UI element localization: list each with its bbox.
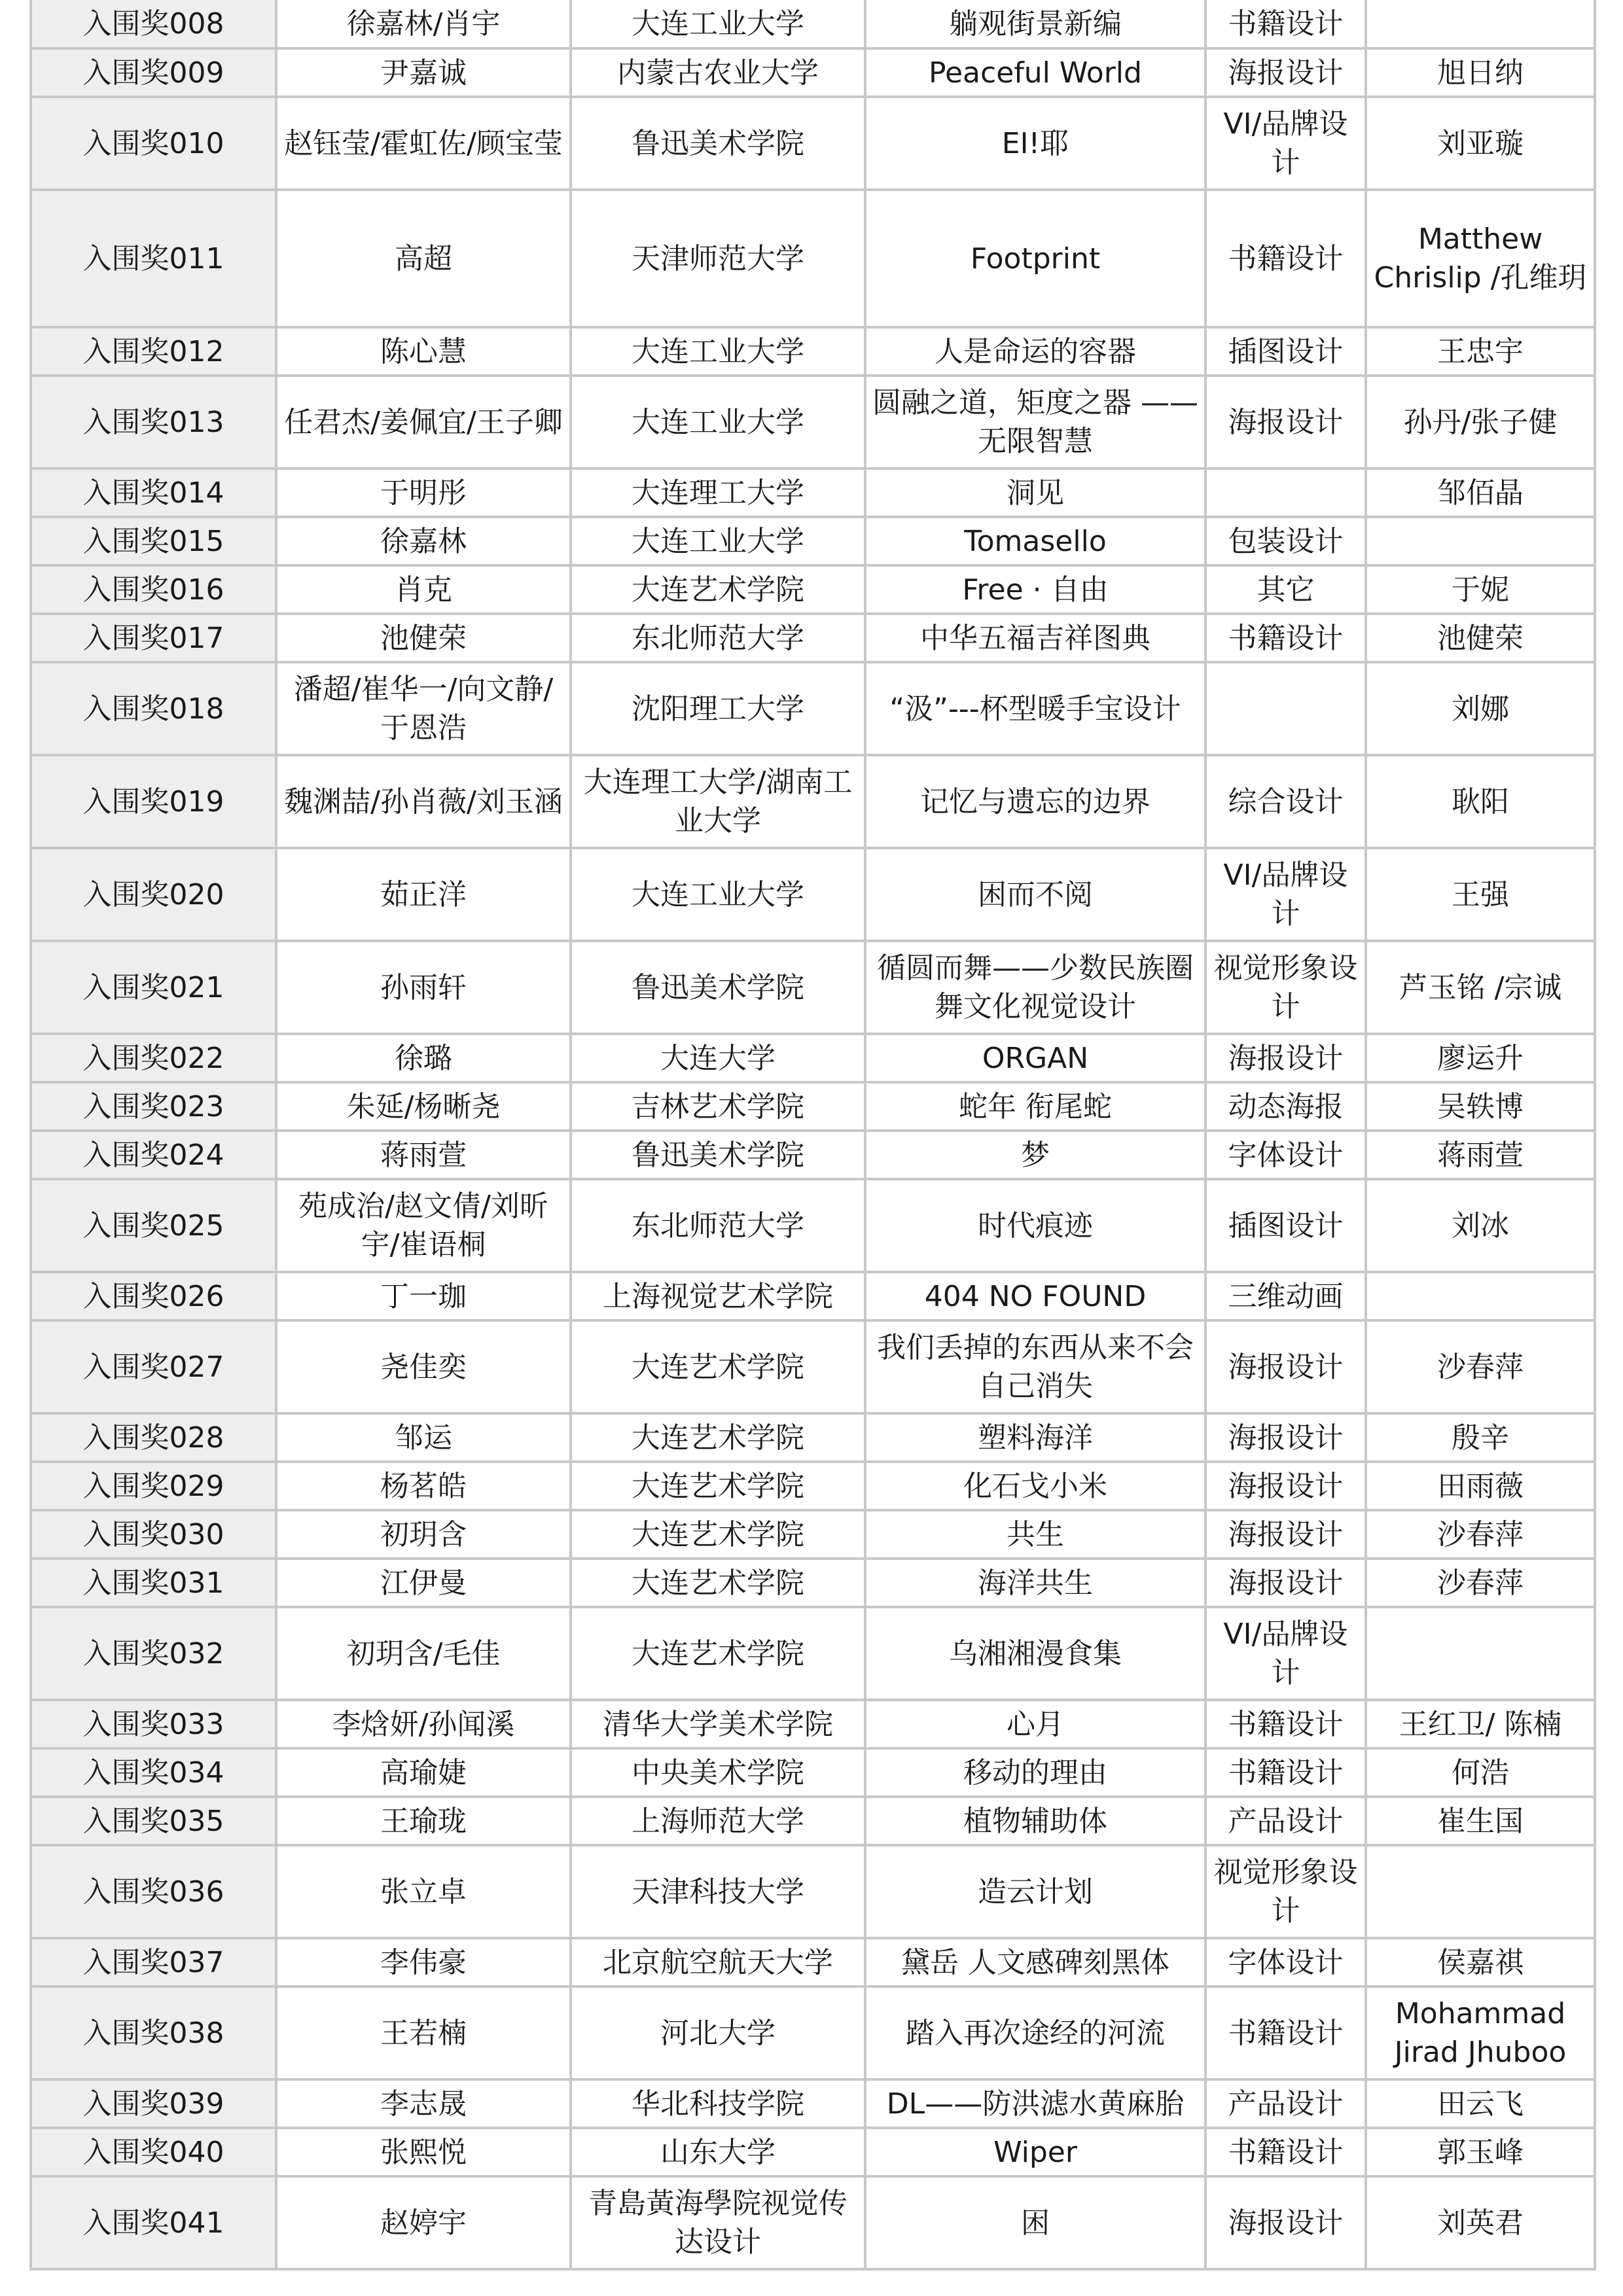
title-cell: 躺观街景新编: [865, 0, 1205, 48]
school-cell: 大连工业大学: [571, 327, 865, 376]
advisor-cell: 王红卫/ 陈楠: [1366, 1700, 1595, 1748]
school-cell: 鲁迅美术学院: [571, 1131, 865, 1179]
advisor-cell: 刘英君: [1366, 2176, 1595, 2269]
title-cell: 塑料海洋: [865, 1413, 1205, 1462]
award-id-cell: 入围奖029: [31, 1462, 276, 1510]
author-cell: 肖克: [276, 565, 571, 614]
author-cell: 于明彤: [276, 468, 571, 517]
table-row: [31, 1938, 1595, 1987]
category-cell: 海报设计: [1205, 1034, 1366, 1082]
category-cell: 海报设计: [1205, 1320, 1366, 1413]
award-id-cell: 入围奖024: [31, 1131, 276, 1179]
award-id-cell: 入围奖031: [31, 1559, 276, 1607]
title-cell: 记忆与遗忘的边界: [865, 755, 1205, 848]
title-cell: Footprint: [865, 190, 1205, 327]
advisor-cell: 沙春萍: [1366, 1320, 1595, 1413]
category-cell: [1205, 468, 1366, 517]
table-row: [31, 48, 1595, 97]
award-id-cell: 入围奖041: [31, 2176, 276, 2269]
table-row: [31, 1797, 1595, 1845]
table-row: [31, 0, 1595, 48]
category-cell: 视觉形象设计: [1205, 941, 1366, 1034]
title-cell: 植物辅助体: [865, 1797, 1205, 1845]
title-cell: 循圆而舞——少数民族圈舞文化视觉设计: [865, 941, 1205, 1034]
category-cell: 海报设计: [1205, 48, 1366, 97]
title-cell: Wiper: [865, 2128, 1205, 2176]
school-cell: 内蒙古农业大学: [571, 48, 865, 97]
category-cell: 书籍设计: [1205, 1700, 1366, 1748]
author-cell: 江伊曼: [276, 1559, 571, 1607]
title-cell: 洞见: [865, 468, 1205, 517]
category-cell: 三维动画: [1205, 1272, 1366, 1320]
author-cell: 徐璐: [276, 1034, 571, 1082]
table-row: [31, 755, 1595, 848]
award-id-cell: 入围奖016: [31, 565, 276, 614]
category-cell: 其它: [1205, 565, 1366, 614]
award-table-body: [31, 0, 1595, 2269]
title-cell: 踏入再次途经的河流: [865, 1987, 1205, 2079]
award-id-cell: 入围奖018: [31, 662, 276, 755]
title-cell: 移动的理由: [865, 1748, 1205, 1797]
school-cell: 清华大学美术学院: [571, 1700, 865, 1748]
title-cell: 海洋共生: [865, 1559, 1205, 1607]
advisor-cell: 耿阳: [1366, 755, 1595, 848]
school-cell: 大连艺术学院: [571, 565, 865, 614]
category-cell: VI/品牌设计: [1205, 848, 1366, 941]
category-cell: 插图设计: [1205, 1179, 1366, 1272]
author-cell: 池健荣: [276, 614, 571, 662]
advisor-cell: Matthew Chrislip /孔维玥: [1366, 190, 1595, 327]
award-id-cell: 入围奖008: [31, 0, 276, 48]
title-cell: 乌湘湘漫食集: [865, 1607, 1205, 1700]
category-cell: VI/品牌设计: [1205, 97, 1366, 190]
author-cell: 魏渊喆/孙肖薇/刘玉涵: [276, 755, 571, 848]
title-cell: Peaceful World: [865, 48, 1205, 97]
table-row: [31, 1179, 1595, 1272]
school-cell: 青島黃海學院视觉传达设计: [571, 2176, 865, 2269]
author-cell: 王瑜珑: [276, 1797, 571, 1845]
author-cell: 王若楠: [276, 1987, 571, 2079]
school-cell: 大连理工大学/湖南工业大学: [571, 755, 865, 848]
category-cell: 海报设计: [1205, 1510, 1366, 1559]
school-cell: 北京航空航天大学: [571, 1938, 865, 1987]
school-cell: 大连工业大学: [571, 517, 865, 565]
award-id-cell: 入围奖039: [31, 2079, 276, 2128]
category-cell: 视觉形象设计: [1205, 1845, 1366, 1938]
table-row: [31, 517, 1595, 565]
category-cell: 书籍设计: [1205, 1987, 1366, 2079]
school-cell: 大连艺术学院: [571, 1462, 865, 1510]
category-cell: 书籍设计: [1205, 1748, 1366, 1797]
category-cell: 书籍设计: [1205, 614, 1366, 662]
award-id-cell: 入围奖020: [31, 848, 276, 941]
school-cell: 大连艺术学院: [571, 1559, 865, 1607]
school-cell: 大连理工大学: [571, 468, 865, 517]
author-cell: 高瑜婕: [276, 1748, 571, 1797]
author-cell: 李焓妍/孙闻溪: [276, 1700, 571, 1748]
advisor-cell: [1366, 0, 1595, 48]
table-row: [31, 614, 1595, 662]
school-cell: 大连工业大学: [571, 0, 865, 48]
title-cell: 造云计划: [865, 1845, 1205, 1938]
author-cell: 陈心慧: [276, 327, 571, 376]
author-cell: 高超: [276, 190, 571, 327]
advisor-cell: 刘冰: [1366, 1179, 1595, 1272]
author-cell: 初玥含: [276, 1510, 571, 1559]
award-id-cell: 入围奖010: [31, 97, 276, 190]
table-row: [31, 1413, 1595, 1462]
category-cell: 海报设计: [1205, 1559, 1366, 1607]
title-cell: 心月: [865, 1700, 1205, 1748]
award-id-cell: 入围奖028: [31, 1413, 276, 1462]
category-cell: 动态海报: [1205, 1082, 1366, 1131]
title-cell: 困: [865, 2176, 1205, 2269]
title-cell: 人是命运的容器: [865, 327, 1205, 376]
title-cell: 我们丢掉的东西从来不会自己消失: [865, 1320, 1205, 1413]
award-id-cell: 入围奖037: [31, 1938, 276, 1987]
category-cell: 产品设计: [1205, 1797, 1366, 1845]
advisor-cell: [1366, 1607, 1595, 1700]
advisor-cell: 王强: [1366, 848, 1595, 941]
table-row: [31, 1510, 1595, 1559]
table-row: [31, 327, 1595, 376]
author-cell: 苑成治/赵文倩/刘昕宇/崔语桐: [276, 1179, 571, 1272]
title-cell: 时代痕迹: [865, 1179, 1205, 1272]
table-row: [31, 1082, 1595, 1131]
school-cell: 上海视觉艺术学院: [571, 1272, 865, 1320]
award-id-cell: 入围奖011: [31, 190, 276, 327]
award-id-cell: 入围奖033: [31, 1700, 276, 1748]
category-cell: 海报设计: [1205, 2176, 1366, 2269]
school-cell: 天津科技大学: [571, 1845, 865, 1938]
author-cell: 茹正洋: [276, 848, 571, 941]
award-id-cell: 入围奖034: [31, 1748, 276, 1797]
award-id-cell: 入围奖035: [31, 1797, 276, 1845]
category-cell: 插图设计: [1205, 327, 1366, 376]
school-cell: 中央美术学院: [571, 1748, 865, 1797]
table-row: [31, 1272, 1595, 1320]
school-cell: 山东大学: [571, 2128, 865, 2176]
author-cell: 丁一珈: [276, 1272, 571, 1320]
table-row: [31, 376, 1595, 468]
title-cell: 蛇年 衔尾蛇: [865, 1082, 1205, 1131]
category-cell: 包装设计: [1205, 517, 1366, 565]
title-cell: 404 NO FOUND: [865, 1272, 1205, 1320]
author-cell: 张熙悦: [276, 2128, 571, 2176]
advisor-cell: 田雨薇: [1366, 1462, 1595, 1510]
advisor-cell: 郭玉峰: [1366, 2128, 1595, 2176]
award-id-cell: 入围奖040: [31, 2128, 276, 2176]
school-cell: 华北科技学院: [571, 2079, 865, 2128]
title-cell: 共生: [865, 1510, 1205, 1559]
school-cell: 吉林艺术学院: [571, 1082, 865, 1131]
table-row: [31, 190, 1595, 327]
author-cell: 孙雨轩: [276, 941, 571, 1034]
advisor-cell: Mohammad Jirad Jhuboo: [1366, 1987, 1595, 2079]
table-row: [31, 1462, 1595, 1510]
award-id-cell: 入围奖021: [31, 941, 276, 1034]
title-cell: 困而不阅: [865, 848, 1205, 941]
table-row: [31, 941, 1595, 1034]
title-cell: 圆融之道，矩度之器 —— 无限智慧: [865, 376, 1205, 468]
table-row: [31, 2176, 1595, 2269]
advisor-cell: 邹佰晶: [1366, 468, 1595, 517]
award-id-cell: 入围奖014: [31, 468, 276, 517]
advisor-cell: 刘娜: [1366, 662, 1595, 755]
advisor-cell: 王忠宇: [1366, 327, 1595, 376]
advisor-cell: 池健荣: [1366, 614, 1595, 662]
author-cell: 尹嘉诚: [276, 48, 571, 97]
award-id-cell: 入围奖038: [31, 1987, 276, 2079]
school-cell: 大连艺术学院: [571, 1413, 865, 1462]
author-cell: 徐嘉林/肖宇: [276, 0, 571, 48]
advisor-cell: 廖运升: [1366, 1034, 1595, 1082]
school-cell: 鲁迅美术学院: [571, 941, 865, 1034]
award-id-cell: 入围奖022: [31, 1034, 276, 1082]
school-cell: 大连艺术学院: [571, 1510, 865, 1559]
title-cell: Tomasello: [865, 517, 1205, 565]
category-cell: 海报设计: [1205, 376, 1366, 468]
category-cell: 书籍设计: [1205, 2128, 1366, 2176]
author-cell: 初玥含/毛佳: [276, 1607, 571, 1700]
title-cell: 梦: [865, 1131, 1205, 1179]
title-cell: EI!耶: [865, 97, 1205, 190]
table-row: [31, 1987, 1595, 2079]
advisor-cell: 田云飞: [1366, 2079, 1595, 2128]
advisor-cell: 侯嘉祺: [1366, 1938, 1595, 1987]
advisor-cell: 殷辛: [1366, 1413, 1595, 1462]
category-cell: 字体设计: [1205, 1938, 1366, 1987]
award-id-cell: 入围奖009: [31, 48, 276, 97]
school-cell: 大连工业大学: [571, 848, 865, 941]
school-cell: 大连艺术学院: [571, 1607, 865, 1700]
author-cell: 徐嘉林: [276, 517, 571, 565]
table-row: [31, 1845, 1595, 1938]
advisor-cell: 吴轶博: [1366, 1082, 1595, 1131]
award-id-cell: 入围奖027: [31, 1320, 276, 1413]
school-cell: 河北大学: [571, 1987, 865, 2079]
award-id-cell: 入围奖032: [31, 1607, 276, 1700]
advisor-cell: 刘亚璇: [1366, 97, 1595, 190]
table-row: [31, 1607, 1595, 1700]
author-cell: 李志晟: [276, 2079, 571, 2128]
advisor-cell: 旭日纳: [1366, 48, 1595, 97]
advisor-cell: 何浩: [1366, 1748, 1595, 1797]
category-cell: 书籍设计: [1205, 0, 1366, 48]
category-cell: 综合设计: [1205, 755, 1366, 848]
school-cell: 大连大学: [571, 1034, 865, 1082]
author-cell: 蒋雨萱: [276, 1131, 571, 1179]
school-cell: 鲁迅美术学院: [571, 97, 865, 190]
title-cell: “汲”---杯型暖手宝设计: [865, 662, 1205, 755]
table-row: [31, 468, 1595, 517]
category-cell: [1205, 662, 1366, 755]
school-cell: 大连工业大学: [571, 376, 865, 468]
award-id-cell: 入围奖019: [31, 755, 276, 848]
advisor-cell: 蒋雨萱: [1366, 1131, 1595, 1179]
category-cell: 海报设计: [1205, 1462, 1366, 1510]
author-cell: 李伟豪: [276, 1938, 571, 1987]
award-table: [29, 0, 1596, 2270]
table-row: [31, 1700, 1595, 1748]
title-cell: 化石戈小米: [865, 1462, 1205, 1510]
author-cell: 邹运: [276, 1413, 571, 1462]
author-cell: 赵婷宇: [276, 2176, 571, 2269]
title-cell: ORGAN: [865, 1034, 1205, 1082]
school-cell: 东北师范大学: [571, 1179, 865, 1272]
table-row: [31, 1320, 1595, 1413]
award-id-cell: 入围奖012: [31, 327, 276, 376]
author-cell: 潘超/崔华一/向文静/于恩浩: [276, 662, 571, 755]
table-row: [31, 1131, 1595, 1179]
award-id-cell: 入围奖023: [31, 1082, 276, 1131]
table-row: [31, 1034, 1595, 1082]
school-cell: 上海师范大学: [571, 1797, 865, 1845]
advisor-cell: [1366, 517, 1595, 565]
category-cell: 书籍设计: [1205, 190, 1366, 327]
school-cell: 东北师范大学: [571, 614, 865, 662]
title-cell: 中华五福吉祥图典: [865, 614, 1205, 662]
category-cell: VI/品牌设计: [1205, 1607, 1366, 1700]
title-cell: Free · 自由: [865, 565, 1205, 614]
award-id-cell: 入围奖026: [31, 1272, 276, 1320]
table-row: [31, 565, 1595, 614]
advisor-cell: 于妮: [1366, 565, 1595, 614]
table-row: [31, 2128, 1595, 2176]
author-cell: 赵钰莹/霍虹佐/顾宝莹: [276, 97, 571, 190]
award-id-cell: 入围奖036: [31, 1845, 276, 1938]
author-cell: 任君杰/姜佩宜/王子卿: [276, 376, 571, 468]
advisor-cell: 崔生国: [1366, 1797, 1595, 1845]
table-row: [31, 1559, 1595, 1607]
table-row: [31, 2079, 1595, 2128]
author-cell: 张立卓: [276, 1845, 571, 1938]
category-cell: 字体设计: [1205, 1131, 1366, 1179]
advisor-cell: 沙春萍: [1366, 1559, 1595, 1607]
award-id-cell: 入围奖025: [31, 1179, 276, 1272]
advisor-cell: [1366, 1272, 1595, 1320]
table-row: [31, 662, 1595, 755]
category-cell: 产品设计: [1205, 2079, 1366, 2128]
author-cell: 尧佳奕: [276, 1320, 571, 1413]
award-id-cell: 入围奖017: [31, 614, 276, 662]
title-cell: 黛岳 人文感碑刻黑体: [865, 1938, 1205, 1987]
category-cell: 海报设计: [1205, 1413, 1366, 1462]
award-id-cell: 入围奖013: [31, 376, 276, 468]
table-row: [31, 97, 1595, 190]
award-id-cell: 入围奖030: [31, 1510, 276, 1559]
advisor-cell: 沙春萍: [1366, 1510, 1595, 1559]
school-cell: 天津师范大学: [571, 190, 865, 327]
advisor-cell: [1366, 1845, 1595, 1938]
advisor-cell: 孙丹/张子健: [1366, 376, 1595, 468]
author-cell: 杨茗皓: [276, 1462, 571, 1510]
advisor-cell: 芦玉铭 /宗诚: [1366, 941, 1595, 1034]
table-row: [31, 1748, 1595, 1797]
author-cell: 朱延/杨晰尧: [276, 1082, 571, 1131]
school-cell: 大连艺术学院: [571, 1320, 865, 1413]
award-id-cell: 入围奖015: [31, 517, 276, 565]
table-row: [31, 848, 1595, 941]
school-cell: 沈阳理工大学: [571, 662, 865, 755]
title-cell: DL——防洪滤水黄麻胎: [865, 2079, 1205, 2128]
